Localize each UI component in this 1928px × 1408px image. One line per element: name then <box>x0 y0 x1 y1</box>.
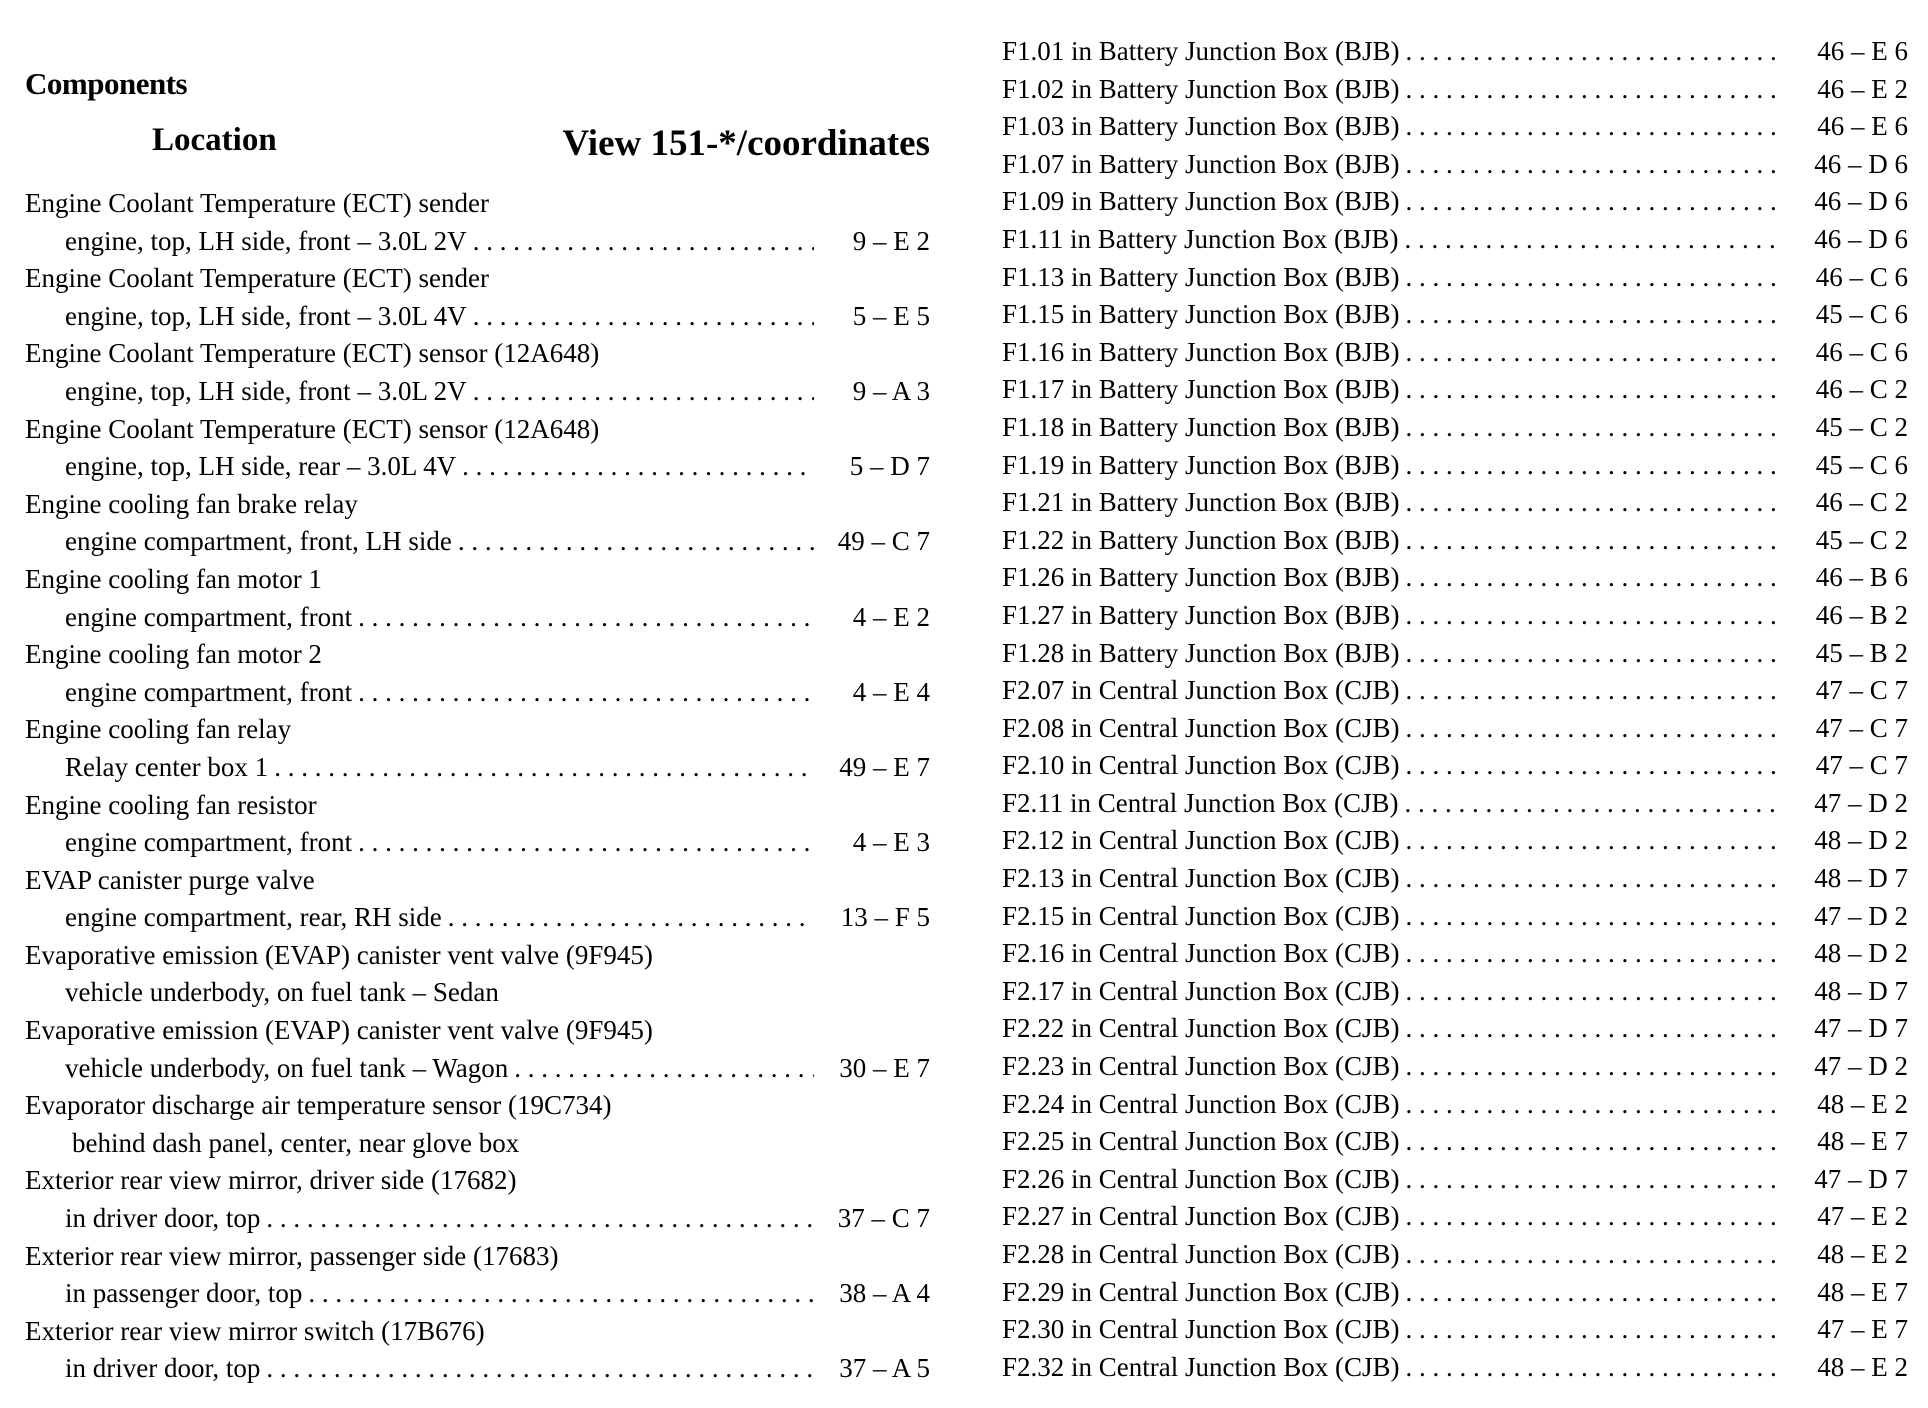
dot-leader <box>1406 1010 1781 1048</box>
component-name: Evaporator discharge air temperature sensor (19C734) <box>25 1090 612 1121</box>
view-coordinate: 46 – B 6 <box>1815 562 1908 593</box>
fuse-entry <box>1002 1349 1908 1387</box>
fuse-entry <box>1002 898 1908 936</box>
view-coordinate: 47 – D 7 <box>1814 1163 1908 1194</box>
dot-leader <box>1406 559 1781 597</box>
dot-leader <box>1406 597 1781 635</box>
fuse-entry <box>1002 747 1908 785</box>
component-location: Relay center box 1 <box>65 751 269 782</box>
dot-leader <box>1406 371 1781 409</box>
dot-leader <box>1406 1198 1781 1236</box>
view-coordinate: 47 – E 7 <box>1817 1314 1908 1345</box>
dot-leader <box>308 1275 814 1313</box>
dot-leader <box>1406 146 1781 184</box>
dot-leader <box>1406 522 1781 560</box>
component-location-row <box>25 749 930 787</box>
dot-leader <box>1406 973 1781 1011</box>
component-location: engine, top, LH side, rear – 3.0L 4V <box>65 451 457 482</box>
fuse-label: F2.11 in Central Junction Box (CJB) <box>1002 787 1399 818</box>
fuse-entry <box>1002 334 1908 372</box>
fuse-label: F1.16 in Battery Junction Box (BJB) <box>1002 336 1400 367</box>
dot-leader <box>1406 898 1781 936</box>
component-entry <box>25 486 930 561</box>
dot-leader <box>1406 1311 1781 1349</box>
fuse-label: F1.01 in Battery Junction Box (BJB) <box>1002 36 1400 66</box>
fuse-entry <box>1002 259 1908 297</box>
component-name: Evaporative emission (EVAP) canister vent valve (9F945) <box>25 1015 653 1046</box>
view-coordinate: 47 – D 2 <box>1814 900 1908 931</box>
dot-leader <box>1406 635 1781 673</box>
dot-leader <box>1406 710 1781 748</box>
component-location: in driver door, top <box>65 1203 261 1234</box>
view-coordinate: 48 – E 2 <box>1817 1239 1908 1269</box>
components-location-list <box>25 185 930 1388</box>
view-coordinate: 48 – E 2 <box>1817 1088 1908 1119</box>
dot-leader <box>1406 1349 1781 1387</box>
fuse-entry <box>1002 447 1908 485</box>
component-location-row <box>25 1050 930 1088</box>
dot-leader <box>1406 1236 1781 1274</box>
component-name: Engine Coolant Temperature (ECT) sensor (12A648) <box>25 413 600 444</box>
dot-leader <box>266 1350 814 1388</box>
fuse-location-list <box>1002 33 1908 1386</box>
fuse-entry <box>1002 973 1908 1011</box>
component-location: in passenger door, top <box>65 1278 303 1309</box>
view-coordinate: 46 – C 2 <box>1815 487 1908 518</box>
view-coordinate: 47 – C 7 <box>1815 712 1908 743</box>
fuse-entry <box>1002 1010 1908 1048</box>
view-coordinate: 37 – A 5 <box>839 1353 930 1384</box>
component-entry <box>25 335 930 410</box>
fuse-entry <box>1002 1086 1908 1124</box>
view-coordinate: 46 – D 6 <box>1814 186 1908 217</box>
component-location: engine, top, LH side, front – 3.0L 4V <box>65 300 467 331</box>
fuse-label: F2.10 in Central Junction Box (CJB) <box>1002 750 1400 781</box>
fuse-label: F2.16 in Central Junction Box (CJB) <box>1002 938 1400 969</box>
fuse-label: F1.03 in Battery Junction Box (BJB) <box>1002 111 1400 142</box>
dot-leader <box>462 448 814 486</box>
dot-leader <box>1406 33 1781 71</box>
component-location: engine compartment, front <box>65 827 353 858</box>
fuse-label: F1.02 in Battery Junction Box (BJB) <box>1002 73 1400 104</box>
fuse-label: F1.28 in Battery Junction Box (BJB) <box>1002 637 1400 668</box>
view-coordinate: 4 – E 2 <box>852 601 930 632</box>
fuse-label: F1.19 in Battery Junction Box (BJB) <box>1002 449 1400 480</box>
dot-leader <box>458 523 814 561</box>
fuse-label: F1.21 in Battery Junction Box (BJB) <box>1002 487 1400 518</box>
fuse-label: F2.32 in Central Junction Box (CJB) <box>1002 1351 1400 1382</box>
component-entry <box>25 1087 930 1162</box>
dot-leader <box>1406 1123 1781 1161</box>
dot-leader <box>1406 672 1781 710</box>
component-location-row <box>25 599 930 637</box>
dot-leader <box>1406 860 1781 898</box>
component-name: Engine cooling fan motor 1 <box>25 563 322 594</box>
fuse-entry <box>1002 860 1908 898</box>
view-coordinate: 47 – C 7 <box>1815 675 1908 706</box>
fuse-label: F2.08 in Central Junction Box (CJB) <box>1002 712 1400 743</box>
fuse-label: F1.15 in Battery Junction Box (BJB) <box>1002 299 1400 330</box>
component-name: Engine Coolant Temperature (ECT) sender <box>25 188 489 218</box>
dot-leader <box>473 298 814 336</box>
dot-leader <box>358 824 814 862</box>
fuse-entry <box>1002 1311 1908 1349</box>
fuse-entry <box>1002 33 1908 71</box>
dot-leader <box>1406 1161 1781 1199</box>
dot-leader <box>1406 447 1781 485</box>
component-name: Evaporative emission (EVAP) canister vent valve (9F945) <box>25 939 653 970</box>
fuse-label: F1.13 in Battery Junction Box (BJB) <box>1002 261 1400 292</box>
component-location-row <box>25 899 930 937</box>
view-coordinate: 9 – E 2 <box>852 225 930 256</box>
dot-leader <box>473 373 814 411</box>
component-name: Engine Coolant Temperature (ECT) sensor (12A648) <box>25 338 600 369</box>
dot-leader <box>473 223 814 261</box>
fuse-label: F2.13 in Central Junction Box (CJB) <box>1002 863 1400 894</box>
view-coordinate: 46 – C 2 <box>1815 374 1908 405</box>
view-coordinate: 49 – C 7 <box>837 526 930 557</box>
fuse-label: F2.29 in Central Junction Box (CJB) <box>1002 1276 1400 1307</box>
component-location: engine compartment, rear, RH side <box>65 902 442 933</box>
component-entry <box>25 1313 930 1388</box>
dot-leader <box>448 899 814 937</box>
view-coordinates-column-header: View 151-*/coordinates <box>562 123 930 164</box>
component-location-row <box>25 824 930 862</box>
fuse-label: F1.17 in Battery Junction Box (BJB) <box>1002 374 1400 405</box>
dot-leader <box>1405 785 1781 823</box>
dot-leader <box>1406 334 1781 372</box>
dot-leader <box>1406 1086 1781 1124</box>
fuse-entry <box>1002 221 1908 259</box>
view-coordinate: 37 – C 7 <box>837 1203 930 1234</box>
fuse-label: F2.12 in Central Junction Box (CJB) <box>1002 825 1400 856</box>
view-coordinate: 9 – A 3 <box>852 375 930 406</box>
fuse-label: F1.26 in Battery Junction Box (BJB) <box>1002 562 1400 593</box>
fuse-entry <box>1002 296 1908 334</box>
fuse-label: F2.28 in Central Junction Box (CJB) <box>1002 1239 1400 1269</box>
component-name: Exterior rear view mirror, driver side (17682) <box>25 1165 517 1196</box>
view-coordinate: 13 – F 5 <box>840 902 930 933</box>
fuse-label: F2.24 in Central Junction Box (CJB) <box>1002 1088 1400 1119</box>
component-entry <box>25 561 930 636</box>
dot-leader <box>1406 484 1781 522</box>
fuse-label: F1.09 in Battery Junction Box (BJB) <box>1002 186 1400 217</box>
view-coordinate: 45 – C 2 <box>1815 411 1908 442</box>
fuse-label: F2.25 in Central Junction Box (CJB) <box>1002 1126 1400 1157</box>
component-entry <box>25 862 930 937</box>
component-entry <box>25 185 930 260</box>
dot-leader <box>1406 259 1781 297</box>
view-coordinate: 46 – D 6 <box>1814 148 1908 179</box>
view-coordinate: 46 – C 6 <box>1815 261 1908 292</box>
dot-leader <box>1406 1274 1781 1312</box>
fuse-entry <box>1002 409 1908 447</box>
component-entry <box>25 1012 930 1087</box>
component-entry <box>25 711 930 786</box>
fuse-entry <box>1002 146 1908 184</box>
component-location-row <box>25 1200 930 1238</box>
view-coordinate: 45 – C 6 <box>1815 449 1908 480</box>
fuse-label: F1.07 in Battery Junction Box (BJB) <box>1002 148 1400 179</box>
view-coordinate: 48 – E 7 <box>1817 1276 1908 1307</box>
fuse-label: F1.22 in Battery Junction Box (BJB) <box>1002 524 1400 555</box>
component-location: behind dash panel, center, near glove box <box>72 1127 520 1158</box>
fuse-label: F2.23 in Central Junction Box (CJB) <box>1002 1051 1400 1082</box>
dot-leader <box>266 1200 814 1238</box>
fuse-entry <box>1002 1123 1908 1161</box>
component-name: Engine cooling fan relay <box>25 714 292 745</box>
fuse-entry <box>1002 1236 1908 1274</box>
component-location: engine compartment, front, LH side <box>65 526 452 557</box>
fuse-entry <box>1002 785 1908 823</box>
component-location: engine compartment, front <box>65 601 353 632</box>
fuse-entry <box>1002 822 1908 860</box>
dot-leader <box>358 599 814 637</box>
dot-leader <box>1406 108 1781 146</box>
view-coordinate: 38 – A 4 <box>839 1278 930 1309</box>
location-column-header: Location <box>152 122 277 158</box>
fuse-entry <box>1002 484 1908 522</box>
component-location-row <box>25 523 930 561</box>
dot-leader <box>274 749 814 787</box>
dot-leader <box>1406 747 1781 785</box>
fuse-label: F2.26 in Central Junction Box (CJB) <box>1002 1163 1400 1194</box>
view-coordinate: 46 – D 6 <box>1814 223 1908 254</box>
fuse-entry <box>1002 635 1908 673</box>
view-coordinate: 46 – E 6 <box>1817 111 1908 142</box>
dot-leader <box>1406 409 1781 447</box>
fuse-entry <box>1002 71 1908 109</box>
dot-leader <box>1406 183 1781 221</box>
component-entry <box>25 937 930 1012</box>
component-name: Engine Coolant Temperature (ECT) sender <box>25 263 489 294</box>
dot-leader <box>1406 822 1781 860</box>
view-coordinate: 46 – C 6 <box>1815 336 1908 367</box>
fuse-entry <box>1002 710 1908 748</box>
component-location-row <box>25 974 930 1012</box>
fuse-entry <box>1002 522 1908 560</box>
view-coordinate: 47 – D 2 <box>1814 1051 1908 1082</box>
fuse-entry <box>1002 597 1908 635</box>
component-location-row <box>25 373 930 411</box>
component-location-row <box>25 298 930 336</box>
component-name: EVAP canister purge valve <box>25 864 315 895</box>
component-location-row <box>25 1350 930 1388</box>
section-heading: Components <box>25 66 188 101</box>
fuse-entry <box>1002 371 1908 409</box>
dot-leader <box>1406 71 1781 109</box>
component-entry <box>25 787 930 862</box>
component-name: Engine cooling fan resistor <box>25 789 317 820</box>
view-coordinate: 47 – D 2 <box>1814 787 1908 818</box>
view-coordinate: 4 – E 3 <box>852 827 930 858</box>
view-coordinate: 45 – B 2 <box>1815 637 1908 668</box>
view-coordinate: 48 – E 2 <box>1817 1351 1908 1382</box>
component-entry <box>25 1238 930 1313</box>
view-coordinate: 5 – D 7 <box>849 451 930 482</box>
fuse-entry <box>1002 1048 1908 1086</box>
dot-leader <box>1405 221 1781 259</box>
component-location: engine, top, LH side, front – 3.0L 2V <box>65 375 467 406</box>
fuse-entry <box>1002 183 1908 221</box>
view-coordinate: 48 – D 2 <box>1814 938 1908 969</box>
component-location: engine compartment, front <box>65 676 353 707</box>
view-coordinate: 5 – E 5 <box>852 300 930 331</box>
fuse-label: F2.22 in Central Junction Box (CJB) <box>1002 1013 1400 1044</box>
fuse-entry <box>1002 935 1908 973</box>
view-coordinate: 45 – C 6 <box>1815 299 1908 330</box>
view-coordinate: 48 – D 2 <box>1814 825 1908 856</box>
component-location-row <box>25 223 930 261</box>
component-name: Exterior rear view mirror switch (17B676) <box>25 1315 485 1346</box>
fuse-label: F1.18 in Battery Junction Box (BJB) <box>1002 411 1400 442</box>
fuse-entry <box>1002 1161 1908 1199</box>
view-coordinate: 47 – C 7 <box>1815 750 1908 781</box>
view-coordinate: 46 – E 6 <box>1817 36 1908 66</box>
component-name: Engine cooling fan brake relay <box>25 488 358 519</box>
component-name: Engine cooling fan motor 2 <box>25 639 322 670</box>
fuse-entry <box>1002 672 1908 710</box>
component-entry <box>25 1162 930 1237</box>
fuse-entry <box>1002 559 1908 597</box>
fuse-label: F2.07 in Central Junction Box (CJB) <box>1002 675 1400 706</box>
fuse-label: F1.27 in Battery Junction Box (BJB) <box>1002 599 1400 630</box>
view-coordinate: 48 – E 7 <box>1817 1126 1908 1157</box>
view-coordinate: 47 – E 2 <box>1817 1201 1908 1232</box>
fuse-label: F2.27 in Central Junction Box (CJB) <box>1002 1201 1400 1232</box>
component-entry <box>25 636 930 711</box>
component-location: vehicle underbody, on fuel tank – Wagon <box>65 1052 509 1083</box>
fuse-label: F1.11 in Battery Junction Box (BJB) <box>1002 223 1399 254</box>
component-location-row <box>25 448 930 486</box>
dot-leader <box>1406 296 1781 334</box>
view-coordinate: 45 – C 2 <box>1815 524 1908 555</box>
dot-leader <box>514 1050 814 1088</box>
dot-leader <box>1406 1048 1781 1086</box>
view-coordinate: 46 – E 2 <box>1817 73 1908 104</box>
fuse-label: F2.17 in Central Junction Box (CJB) <box>1002 975 1400 1006</box>
component-location: in driver door, top <box>65 1353 261 1384</box>
fuse-entry <box>1002 1274 1908 1312</box>
view-coordinate: 30 – E 7 <box>839 1052 930 1083</box>
component-entry <box>25 411 930 486</box>
fuse-label: F2.30 in Central Junction Box (CJB) <box>1002 1314 1400 1345</box>
view-coordinate: 46 – B 2 <box>1815 599 1908 630</box>
dot-leader <box>358 674 814 712</box>
component-location: engine, top, LH side, front – 3.0L 2V <box>65 225 467 256</box>
view-coordinate: 48 – D 7 <box>1814 975 1908 1006</box>
component-location-row <box>25 1275 930 1313</box>
component-entry <box>25 260 930 335</box>
fuse-entry <box>1002 1198 1908 1236</box>
view-coordinate: 48 – D 7 <box>1814 863 1908 894</box>
fuse-entry <box>1002 108 1908 146</box>
component-name: Exterior rear view mirror, passenger side (17683) <box>25 1240 559 1271</box>
view-coordinate: 4 – E 4 <box>852 676 930 707</box>
dot-leader <box>1406 935 1781 973</box>
component-location: vehicle underbody, on fuel tank – Sedan <box>65 977 499 1008</box>
fuse-label: F2.15 in Central Junction Box (CJB) <box>1002 900 1400 931</box>
view-coordinate: 47 – D 7 <box>1814 1013 1908 1044</box>
component-location-row <box>25 1125 930 1163</box>
component-location-row <box>25 674 930 712</box>
view-coordinate: 49 – E 7 <box>839 751 930 782</box>
